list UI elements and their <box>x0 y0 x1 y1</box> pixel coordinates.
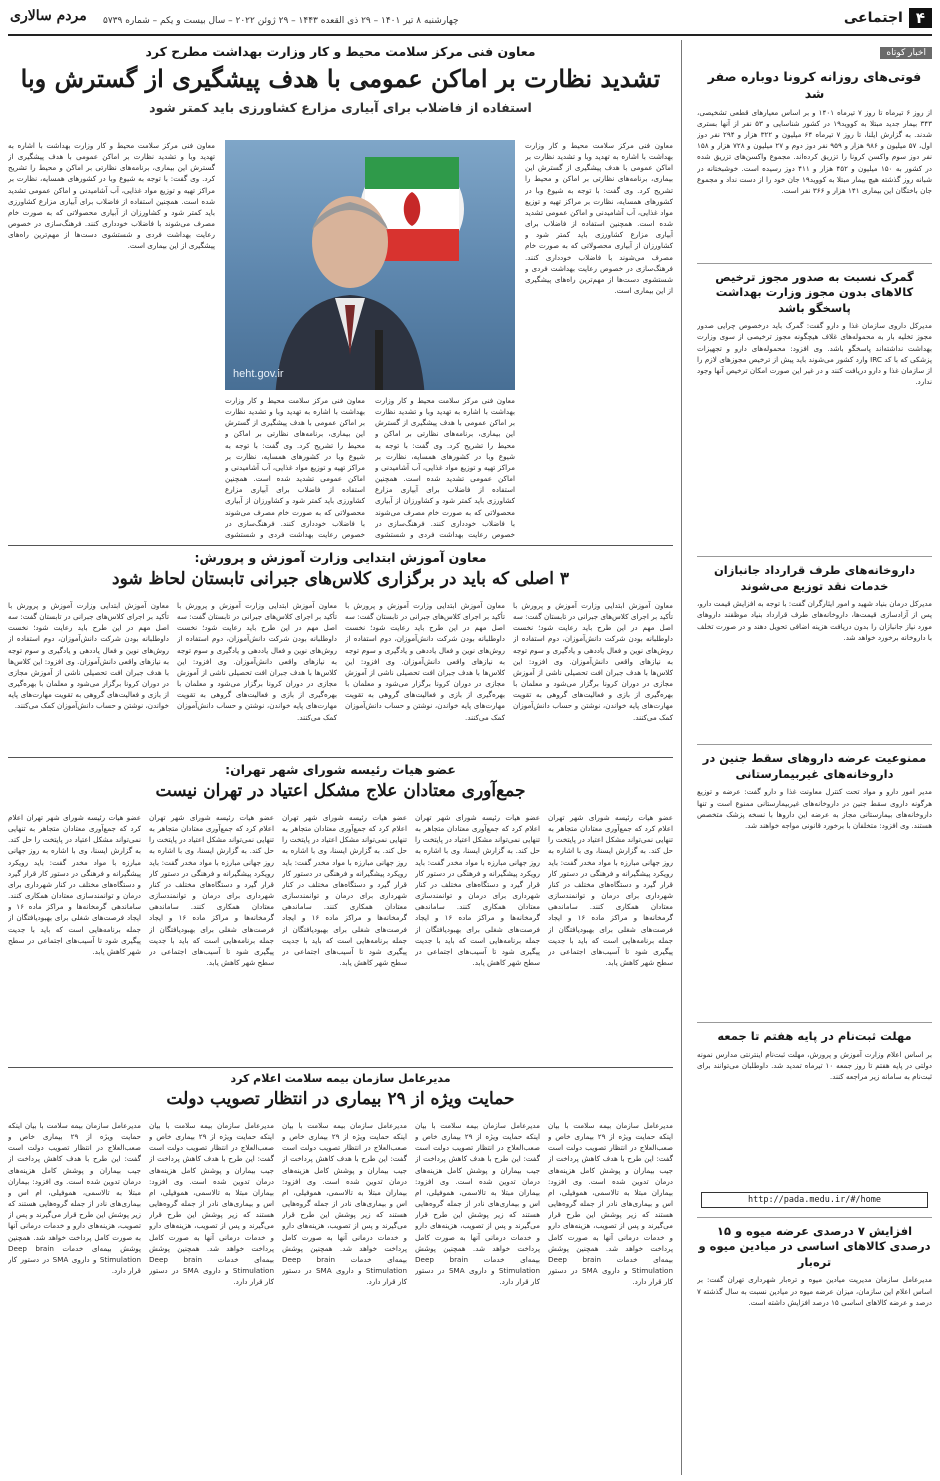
lead-story <box>8 40 673 545</box>
story-body-cont: معاون فنی مرکز سلامت محیط و کار وزارت بهداشت با اشاره به تهدید وبا و تشدید نظارت بر اماکن عمومی با هدف پیشگیری از گسترش این بیماری، برنامه‌های نظارتی بر اماکن و محیط را تشریح کرد. وی گفت: با توجه به شیوع وبا در کشورهای همسایه، نظارت بر مراکز تهیه و توزیع مواد غذایی، آب آشامیدنی و اماکن عمومی تشدید شده است. همچنین استفاده از فاضلاب برای آبیاری مزارع کشاورزی باید کمتر شود و کشاورزان از آبیاری محصولاتی که به صورت خام مصرف می‌شوند با فاضلاب خودداری کنند. فرهنگ‌سازی در خصوص رعایت بهداشت فردی و شستشوی دست‌ها از مهم‌ترین راه‌های پیشگیری از این بیماری است. <box>8 141 215 251</box>
main-content <box>8 40 673 1475</box>
sidebar-story <box>697 557 932 745</box>
story-kicker: عضو هیات رئیسه شورای شهر تهران: <box>225 762 456 777</box>
story-body-cont: مدیرعامل سازمان بیمه سلامت با بیان اینکه حمایت ویژه از ۲۹ بیماری خاص و صعب‌العلاج در انتظار تصویب دولت است گفت: این طرح با هدف کاهش پرداخت از جیب بیماران و پوشش کامل هزینه‌های درمان تدوین شده است. وی افزود: بیماران مبتلا به تالاسمی، هموفیلی، ام اس و بیماری‌های نادر از جمله گروه‌هایی هستند که زیر پوشش این طرح قرار می‌گیرند و پس از تصویب، هزینه‌های دارو و خدمات درمانی آنها به صورت کامل پرداخت خواهد شد. همچنین پوشش بیمه‌ای خدمات Deep brain Stimulation و داروی SMA در دستور کار قرار دارد. <box>149 1121 274 1287</box>
story-headline: جمع‌آوری معتادان علاج مشکل اعتیاد در تهران نیست <box>155 781 526 801</box>
story-body-cont: مدیرعامل سازمان بیمه سلامت با بیان اینکه حمایت ویژه از ۲۹ بیماری خاص و صعب‌العلاج در انتظار تصویب دولت است گفت: این طرح با هدف کاهش پرداخت از جیب بیماران و پوشش کامل هزینه‌های درمان تدوین شده است. وی افزود: بیماران مبتلا به تالاسمی، هموفیلی، ام اس و بیماری‌های نادر از جمله گروه‌هایی هستند که زیر پوشش این طرح قرار می‌گیرند و پس از تصویب، هزینه‌های دارو و خدمات درمانی آنها به صورت کامل پرداخت خواهد شد. همچنین پوشش بیمه‌ای خدمات Deep brain Stimulation و داروی SMA در دستور کار قرار دارد. <box>415 1121 540 1287</box>
story-headline: ۳ اصلی که باید در برگزاری کلاس‌های جبرانی تابستان لحاظ شود <box>112 569 569 589</box>
story-body-cont: معاون فنی مرکز سلامت محیط و کار وزارت بهداشت با اشاره به تهدید وبا و تشدید نظارت بر اماکن عمومی با هدف پیشگیری از گسترش این بیماری، برنامه‌های نظارتی بر اماکن و محیط را تشریح کرد. وی گفت: با توجه به شیوع وبا در کشورهای همسایه، نظارت بر مراکز تهیه و توزیع مواد غذایی، آب آشامیدنی و اماکن عمومی تشدید شده است. همچنین استفاده از فاضلاب برای آبیاری مزارع کشاورزی باید کمتر شود و کشاورزان از آبیاری محصولاتی که به صورت خام مصرف می‌شوند با فاضلاب خودداری کنند. فرهنگ‌سازی در خصوص رعایت بهداشت فردی و شستشوی <box>375 396 515 539</box>
sidebar-story-body: مدیرکل داروی سازمان غذا و دارو گفت: گمرک باید درخصوص چرایی صدور مجوز تخلیه بار به محموله‌های غلاف هیچگونه مجوز ترخیصی از سوی وزارت بهداشت نداشته‌اند پاسخگو باشد. وی افزود: محموله‌های دارو و تجهیزات پزشکی که با کد IRC وارد کشور می‌شوند باید پیش از ترخیص مجوزهای لازم را از سازمان غذا و دارو دریافت کنند و در غیر این صورت امکان ترخیص آنها وجود ندارد. <box>697 321 932 387</box>
sidebar-story-body: مدیرکل درمان بنیاد شهید و امور ایثارگران گفت: با توجه به افزایش قیمت دارو، پس از آزادسازی قیمت‌ها، داروخانه‌های طرف قرارداد بنیاد موظفند داروهای مورد نیاز جانبازان را بدون دریافت هزینه اضافی تحویل دهند و در صورت تخلف با داروخانه برخورد خواهد شد. <box>697 599 932 642</box>
sidebar-story-body: مدیر امور دارو و مواد تحت کنترل معاونت غذا و دارو گفت: عرضه و توزیع هرگونه داروی سقط جنین در داروخانه‌های غیربیمارستانی ممنوع است و تنها داروخانه‌های بیمارستانی مجاز به عرضه این داروها با نسخه پزشک متخصص هستند. وی افزود: متخلفان با برخورد قانونی مواجه خواهند شد. <box>697 787 932 830</box>
story-kicker: معاون آموزش ابتدایی وزارت آموزش و پرورش: <box>194 550 487 565</box>
sidebar-story-title: فوتی‌های روزانه کرونا دوباره صفر شد <box>707 69 922 101</box>
section-badge <box>844 8 932 28</box>
story-subhead: استفاده از فاضلاب برای آبیاری مزارع کشاورزی باید کمتر شود <box>149 99 532 115</box>
story-kicker: مدیرعامل سازمان بیمه سلامت اعلام کرد <box>230 1072 451 1085</box>
addiction-story <box>8 760 673 1065</box>
page-header <box>8 8 932 36</box>
person-figure <box>265 180 435 390</box>
story-body-cont: مدیرعامل سازمان بیمه سلامت با بیان اینکه حمایت ویژه از ۲۹ بیماری خاص و صعب‌العلاج در انتظار تصویب دولت است گفت: این طرح با هدف کاهش پرداخت از جیب بیماران و پوشش کامل هزینه‌های درمان تدوین شده است. وی افزود: بیماران مبتلا به تالاسمی، هموفیلی، ام اس و بیماری‌های نادر از جمله گروه‌هایی هستند که زیر پوشش این طرح قرار می‌گیرند و پس از تصویب، هزینه‌های دارو و خدمات درمانی آنها به صورت کامل پرداخت خواهد شد. همچنین پوشش بیمه‌ای خدمات Deep brain Stimulation و داروی SMA در دستور کار قرار دارد. <box>282 1121 407 1287</box>
story-headline: حمایت ویژه از ۲۹ بیماری در انتظار تصویب دولت <box>166 1089 515 1109</box>
sidebar-story <box>697 745 932 1023</box>
story-body: عضو هیات رئیسه شورای شهر تهران اعلام کرد که جمع‌آوری معتادان متجاهر به تنهایی نمی‌تواند مشکل اعتیاد در پایتخت را حل کند. به گزارش ایسنا، وی با اشاره به روز جهانی مبارزه با مواد مخدر گفت: باید رویکرد پیشگیرانه و فرهنگی در دستور کار قرار گیرد و دستگاه‌های مختلف در کنار شهرداری برای درمان و توانمندسازی معتادان همکاری کنند. ساماندهی گرمخانه‌ها و مراکز ماده ۱۶ و ایجاد فرصت‌های شغلی برای بهبودیافتگان از جمله برنامه‌هایی است که باید با جدیت پیگیری شود تا آسیب‌های اجتماعی در سطح شهر کاهش یابد. <box>548 813 673 968</box>
story-body-cont: معاون آموزش ابتدایی وزارت آموزش و پرورش با تأکید بر اجرای کلاس‌های جبرانی در تابستان گفت: سه اصل مهم در این طرح باید رعایت شود؛ نخست داوطلبانه بودن شرکت دانش‌آموزان، دوم استفاده از روش‌های نوین و فعال یاددهی و یادگیری و سوم توجه به نیازهای واقعی دانش‌آموزان. وی افزود: این کلاس‌ها با هدف جبران افت تحصیلی ناشی از آموزش مجازی در دوران کرونا برگزار می‌شود و معلمان با بهره‌گیری از بازی و فعالیت‌های گروهی به تقویت مهارت‌های پایه خواندن، نوشتن و حساب دانش‌آموزان کمک می‌کنند. <box>177 601 337 722</box>
sidebar-story-title: افزایش ۷ درصدی عرضه میوه و ۱۵ درصدی کالاهای اساسی در میادین میوه و تره‌بار <box>698 1223 931 1269</box>
story-divider <box>8 757 673 758</box>
story-body-cont: عضو هیات رئیسه شورای شهر تهران اعلام کرد که جمع‌آوری معتادان متجاهر به تنهایی نمی‌تواند مشکل اعتیاد در پایتخت را حل کند. به گزارش ایسنا، وی با اشاره به روز جهانی مبارزه با مواد مخدر گفت: باید رویکرد پیشگیرانه و فرهنگی در دستور کار قرار گیرد و دستگاه‌های مختلف در کنار شهرداری برای درمان و توانمندسازی معتادان همکاری کنند. ساماندهی گرمخانه‌ها و مراکز ماده ۱۶ و ایجاد فرصت‌های شغلی برای بهبودیافتگان از جمله برنامه‌هایی است که باید با جدیت پیگیری شود تا آسیب‌های اجتماعی در سطح شهر کاهش یابد. <box>8 813 141 956</box>
education-story <box>8 548 673 755</box>
paper-name: مردم سالاری <box>10 8 87 24</box>
story-headline: تشدید نظارت بر اماکن عمومی با هدف پیشگیری از گسترش وبا <box>20 64 661 93</box>
sidebar-story-body: بر اساس اعلام وزارت آموزش و پرورش، مهلت ثبت‌نام اینترنتی مدارس نمونه دولتی در پایه هفتم تا روز جمعه ۱۰ تیرماه تمدید شد. داوطلبان می‌توانند برای ثبت‌نام به سامانه زیر مراجعه کنند. <box>697 1049 932 1082</box>
registration-link[interactable]: http://pada.medu.ir/#/home <box>701 1192 928 1208</box>
official-photo <box>225 140 515 390</box>
story-body-cont: مدیرعامل سازمان بیمه سلامت با بیان اینکه حمایت ویژه از ۲۹ بیماری خاص و صعب‌العلاج در انتظار تصویب دولت است گفت: این طرح با هدف کاهش پرداخت از جیب بیماران و پوشش کامل هزینه‌های درمان تدوین شده است. وی افزود: بیماران مبتلا به تالاسمی، هموفیلی، ام اس و بیماری‌های نادر از جمله گروه‌هایی هستند که زیر پوشش این طرح قرار می‌گیرند و پس از تصویب، هزینه‌های دارو و خدمات درمانی آنها به صورت کامل پرداخت خواهد شد. همچنین پوشش بیمه‌ای خدمات Deep brain Stimulation و داروی SMA در دستور کار قرار دارد. <box>8 1121 141 1276</box>
dateline: چهارشنبه ۸ تیر ۱۴۰۱ – ۲۹ ذی القعده ۱۴۴۳ – ۲۹ ژوئن ۲۰۲۲ – سال بیست و یکم – شماره ۵۷۳۹ <box>103 16 459 26</box>
sidebar-story-title: داروخانه‌های طرف قرارداد جانبازان خدمات نقد توزیع می‌شوند <box>713 563 915 593</box>
story-body-cont: عضو هیات رئیسه شورای شهر تهران اعلام کرد که جمع‌آوری معتادان متجاهر به تنهایی نمی‌تواند مشکل اعتیاد در پایتخت را حل کند. به گزارش ایسنا، وی با اشاره به روز جهانی مبارزه با مواد مخدر گفت: باید رویکرد پیشگیرانه و فرهنگی در دستور کار قرار گیرد و دستگاه‌های مختلف در کنار شهرداری برای درمان و توانمندسازی معتادان همکاری کنند. ساماندهی گرمخانه‌ها و مراکز ماده ۱۶ و ایجاد فرصت‌های شغلی برای بهبودیافتگان از جمله برنامه‌هایی است که باید با جدیت پیگیری شود تا آسیب‌های اجتماعی در سطح شهر کاهش یابد. <box>149 813 274 968</box>
story-body-cont: معاون آموزش ابتدایی وزارت آموزش و پرورش با تأکید بر اجرای کلاس‌های جبرانی در تابستان گفت: سه اصل مهم در این طرح باید رعایت شود؛ نخست داوطلبانه بودن شرکت دانش‌آموزان، دوم استفاده از روش‌های نوین و فعال یاددهی و یادگیری و سوم توجه به نیازهای واقعی دانش‌آموزان. وی افزود: این کلاس‌ها با هدف جبران افت تحصیلی ناشی از آموزش مجازی در دوران کرونا برگزار می‌شود و معلمان با بهره‌گیری از بازی و فعالیت‌های گروهی به تقویت مهارت‌های پایه خواندن، نوشتن و حساب دانش‌آموزان کمک می‌کنند. <box>8 601 169 711</box>
story-body: مدیرعامل سازمان بیمه سلامت با بیان اینکه حمایت ویژه از ۲۹ بیماری خاص و صعب‌العلاج در انتظار تصویب دولت است گفت: این طرح با هدف کاهش پرداخت از جیب بیماران و پوشش کامل هزینه‌های درمان تدوین شده است. وی افزود: بیماران مبتلا به تالاسمی، هموفیلی، ام اس و بیماری‌های نادر از جمله گروه‌هایی هستند که زیر پوشش این طرح قرار می‌گیرند و پس از تصویب، هزینه‌های دارو و خدمات درمانی آنها به صورت کامل پرداخت خواهد شد. همچنین پوشش بیمه‌ای خدمات Deep brain Stimulation و داروی SMA در دستور کار قرار دارد. <box>548 1121 673 1287</box>
sidebar-story-title: مهلت ثبت‌نام در پایه هفتم تا جمعه <box>717 1029 912 1044</box>
sidebar-story <box>697 1023 932 1218</box>
column-separator <box>681 40 682 1475</box>
microphone <box>375 330 383 390</box>
page-number: ۴ <box>909 8 932 28</box>
sidebar-story-title: گمرک نسبت به صدور مجوز ترخیص کالاهای بدون مجوز وزارت بهداشت پاسخگو باشد <box>715 269 914 315</box>
story-body: معاون فنی مرکز سلامت محیط و کار وزارت بهداشت با اشاره به تهدید وبا و تشدید نظارت بر اماکن عمومی با هدف پیشگیری از گسترش این بیماری، برنامه‌های نظارتی بر اماکن و محیط را تشریح کرد. وی گفت: با توجه به شیوع وبا در کشورهای همسایه، نظارت بر مراکز تهیه و توزیع مواد غذایی، آب آشامیدنی و اماکن عمومی تشدید شده است. همچنین استفاده از فاضلاب برای آبیاری مزارع کشاورزی باید کمتر شود و کشاورزان از آبیاری محصولاتی که به صورت خام مصرف می‌شوند با فاضلاب خودداری کنند. فرهنگ‌سازی در خصوص رعایت بهداشت فردی و شستشوی دست‌ها از مهم‌ترین راه‌های پیشگیری از این بیماری است. <box>525 141 673 296</box>
sidebar-story-title: ممنوعیت عرضه داروهای سقط جنین در داروخانه‌های غیربیمارستانی <box>702 751 927 781</box>
insurance-story <box>8 1070 673 1475</box>
story-divider <box>8 545 673 546</box>
story-body-cont: عضو هیات رئیسه شورای شهر تهران اعلام کرد که جمع‌آوری معتادان متجاهر به تنهایی نمی‌تواند مشکل اعتیاد در پایتخت را حل کند. به گزارش ایسنا، وی با اشاره به روز جهانی مبارزه با مواد مخدر گفت: باید رویکرد پیشگیرانه و فرهنگی در دستور کار قرار گیرد و دستگاه‌های مختلف در کنار شهرداری برای درمان و توانمندسازی معتادان همکاری کنند. ساماندهی گرمخانه‌ها و مراکز ماده ۱۶ و ایجاد فرصت‌های شغلی برای بهبودیافتگان از جمله برنامه‌هایی است که باید با جدیت پیگیری شود تا آسیب‌های اجتماعی در سطح شهر کاهش یابد. <box>415 813 540 968</box>
sidebar-story-body: مدیرعامل سازمان مدیریت میادین میوه و تره‌بار شهرداری تهران گفت: بر اساس اعلام این سازمان، میزان عرضه میوه در میادین نسبت به سال گذشته ۷ درصد و عرضه کالاهای اساسی ۱۵ درصد افزایش داشته است. <box>697 1275 932 1307</box>
story-body-cont: معاون آموزش ابتدایی وزارت آموزش و پرورش با تأکید بر اجرای کلاس‌های جبرانی در تابستان گفت: سه اصل مهم در این طرح باید رعایت شود؛ نخست داوطلبانه بودن شرکت دانش‌آموزان، دوم استفاده از روش‌های نوین و فعال یاددهی و یادگیری و سوم توجه به نیازهای واقعی دانش‌آموزان. وی افزود: این کلاس‌ها با هدف جبران افت تحصیلی ناشی از آموزش مجازی در دوران کرونا برگزار می‌شود و معلمان با بهره‌گیری از بازی و فعالیت‌های گروهی به تقویت مهارت‌های پایه خواندن، نوشتن و حساب دانش‌آموزان کمک می‌کنند. <box>345 601 505 722</box>
sidebar-story-body: از روز ۶ تیرماه تا روز ۷ تیرماه ۱۴۰۱ و بر اساس معیارهای قطعی تشخیصی، ۳۴۳ بیمار جدید مبتلا به کووید۱۹ در کشور شناسایی و ۵۳ نفر از آنها بستری شدند. به گزارش ایلنا، تا روز ۷ تیرماه ۶۴ میلیون و ۳۲۲ هزار و ۲۹۴ نفر دوز اول، ۵۷ میلیون و ۹۸۶ هزار و ۹۵۹ نفر دوز دوم و ۲۷ میلیون و ۷۲۸ هزار و ۱۵۸ نفر دوز سوم واکسن کرونا را تزریق کرده‌اند. مجموع واکسن‌های تزریق شده در کشور به ۱۵۰ میلیون و ۴۵۲ هزار و ۴۱۱ دوز رسیده است. خوشبختانه در شبانه روز گذشته هیچ بیمار مبتلا به کووید۱۹ جان خود را از دست نداد و مجموع جان باختگان این بیماری ۱۴۱ هزار و ۳۶۶ نفر است. <box>697 107 932 195</box>
story-body: معاون آموزش ابتدایی وزارت آموزش و پرورش با تأکید بر اجرای کلاس‌های جبرانی در تابستان گفت: سه اصل مهم در این طرح باید رعایت شود؛ نخست داوطلبانه بودن شرکت دانش‌آموزان، دوم استفاده از روش‌های نوین و فعال یاددهی و یادگیری و سوم توجه به نیازهای واقعی دانش‌آموزان. وی افزود: این کلاس‌ها با هدف جبران افت تحصیلی ناشی از آموزش مجازی در دوران کرونا برگزار می‌شود و معلمان با بهره‌گیری از بازی و فعالیت‌های گروهی به تقویت مهارت‌های پایه خواندن، نوشتن و حساب دانش‌آموزان کمک می‌کنند. <box>513 601 673 722</box>
photo-caption: heht.gov.ir <box>233 368 284 380</box>
story-body-cont: معاون فنی مرکز سلامت محیط و کار وزارت بهداشت با اشاره به تهدید وبا و تشدید نظارت بر اماکن عمومی با هدف پیشگیری از گسترش این بیماری، برنامه‌های نظارتی بر اماکن و محیط را تشریح کرد. وی گفت: با توجه به شیوع وبا در کشورهای همسایه، نظارت بر مراکز تهیه و توزیع مواد غذایی، آب آشامیدنی و اماکن عمومی تشدید شده است. همچنین استفاده از فاضلاب برای آبیاری مزارع کشاورزی باید کمتر شود و کشاورزان از آبیاری محصولاتی که به صورت خام مصرف می‌شوند با فاضلاب خودداری کنند. فرهنگ‌سازی در خصوص رعایت بهداشت فردی و شستشوی <box>225 396 365 539</box>
story-body-cont: عضو هیات رئیسه شورای شهر تهران اعلام کرد که جمع‌آوری معتادان متجاهر به تنهایی نمی‌تواند مشکل اعتیاد در پایتخت را حل کند. به گزارش ایسنا، وی با اشاره به روز جهانی مبارزه با مواد مخدر گفت: باید رویکرد پیشگیرانه و فرهنگی در دستور کار قرار گیرد و دستگاه‌های مختلف در کنار شهرداری برای درمان و توانمندسازی معتادان همکاری کنند. ساماندهی گرمخانه‌ها و مراکز ماده ۱۶ و ایجاد فرصت‌های شغلی برای بهبودیافتگان از جمله برنامه‌هایی است که باید با جدیت پیگیری شود تا آسیب‌های اجتماعی در سطح شهر کاهش یابد. <box>282 813 407 968</box>
sidebar-story <box>697 264 932 558</box>
sidebar-label: اخبار کوتاه <box>880 47 932 59</box>
sidebar-story <box>697 63 932 264</box>
story-kicker: معاون فنی مرکز سلامت محیط و کار وزارت بهداشت مطرح کرد <box>145 44 536 59</box>
sidebar-story <box>697 1218 932 1401</box>
section-name: اجتماعی <box>843 10 903 26</box>
story-divider <box>8 1067 673 1068</box>
news-sidebar <box>697 40 932 1475</box>
